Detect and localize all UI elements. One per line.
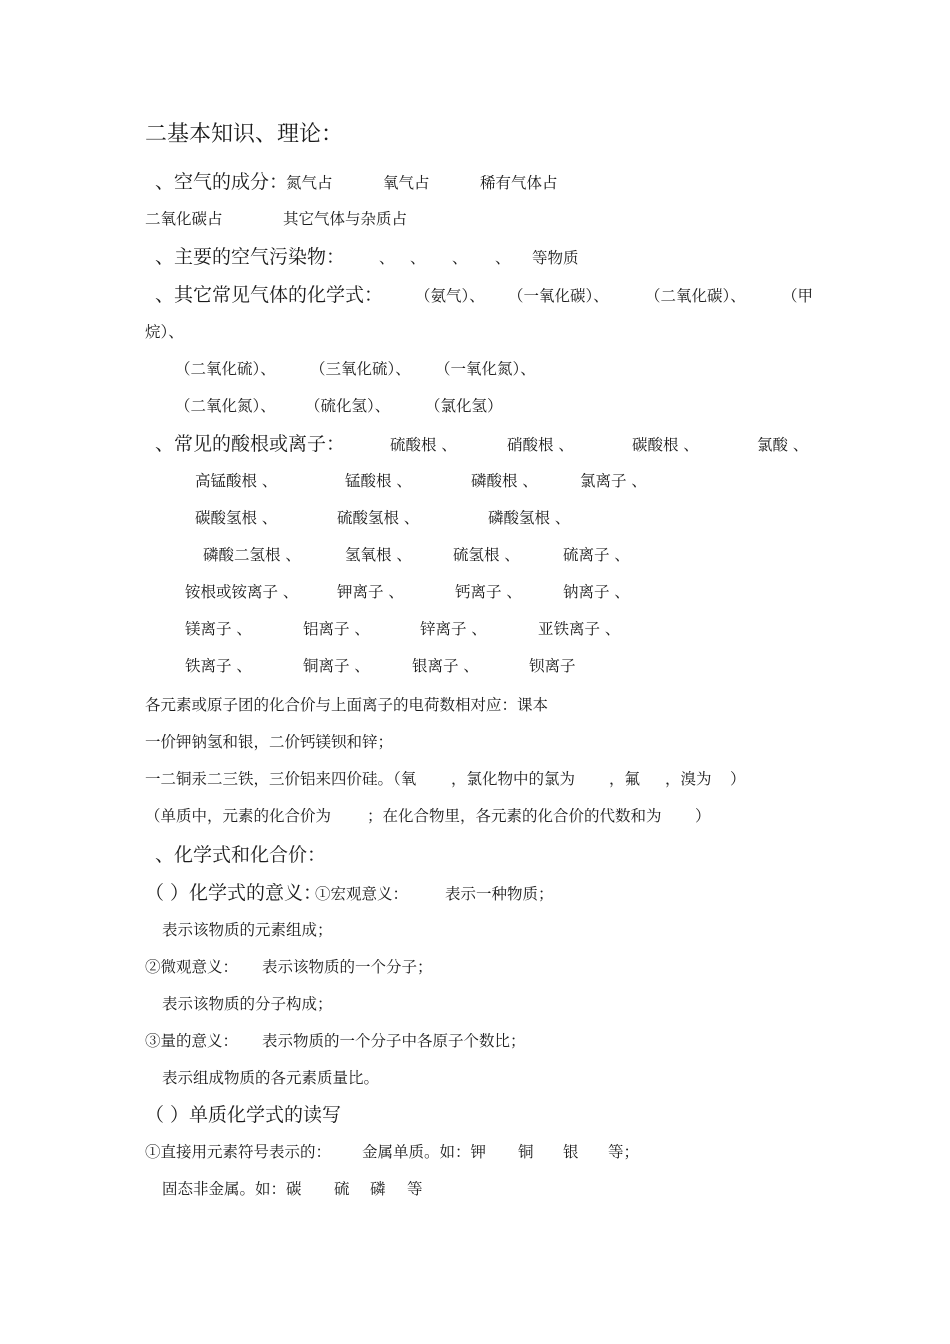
ion-item: 锌离子 、 <box>420 620 487 638</box>
valence-segment: 一二铜汞二三铁，三价铝来四价硅。（氧 <box>145 770 417 788</box>
valence-segment: ；在化合物里，各元素的化合价的代数和为 <box>367 807 662 825</box>
separator: 、 <box>495 249 511 267</box>
separator: 、 <box>379 249 395 267</box>
quant-meaning: 表示组成物质的各元素质量比。 <box>162 1069 380 1087</box>
ion-item: 氯离子 、 <box>580 472 647 490</box>
ions-label: 、常见的酸根或离子： <box>155 433 346 455</box>
ions-row-2 <box>195 474 695 496</box>
valence-segment: ，氯化物中的氯为 <box>451 770 576 788</box>
ion-item: 氯酸 、 <box>757 436 809 454</box>
gases-row-2 <box>175 362 675 384</box>
ion-item: 钡离子 <box>529 657 576 675</box>
metal-text: 铜 <box>518 1143 534 1161</box>
gas-item: （一氧化碳）、 <box>508 287 609 305</box>
ion-item: 磷酸氢根 、 <box>488 509 571 527</box>
direct-label: ①直接用元素符号表示的： <box>145 1143 332 1161</box>
gas-item: 烷）、 <box>145 323 184 341</box>
gas-item: （二氧化碳）、 <box>645 287 746 305</box>
air-composition-line <box>155 173 855 197</box>
simple-substance-label: （ ）单质化学式的读写 <box>145 1104 342 1126</box>
air-item: 氧气占 <box>383 174 430 192</box>
ion-item: 磷酸二氢根 、 <box>203 546 301 564</box>
ion-item: 钾离子 、 <box>337 583 404 601</box>
gas-item: （甲 <box>782 287 814 305</box>
ion-item: 硫离子 、 <box>563 546 630 564</box>
valence-line-3 <box>145 772 765 794</box>
ion-item: 硫氢根 、 <box>453 546 520 564</box>
ion-item: 硝酸根 、 <box>507 436 574 454</box>
micro-line <box>145 960 645 982</box>
micro-label: ②微观意义： <box>145 958 239 976</box>
metal-text: 等； <box>608 1143 640 1161</box>
air-item: 二氧化碳占 <box>145 210 223 228</box>
ion-item: 钠离子 、 <box>563 583 630 601</box>
ions-row-5 <box>185 585 685 607</box>
metal-text: 金属单质。如：钾 <box>362 1143 487 1161</box>
ion-item: 锰酸根 、 <box>345 472 412 490</box>
ion-item: 硫酸氢根 、 <box>337 509 420 527</box>
gas-item: （二氧化氮）、 <box>175 397 276 415</box>
valence-line-4 <box>145 809 745 831</box>
nonmetal-text: 磷 <box>370 1180 386 1198</box>
valence-line-1: 各元素或原子团的化合价与上面离子的电荷数相对应：课本 <box>145 696 549 714</box>
ion-item: 铜离子 、 <box>303 657 370 675</box>
ion-item: 铝离子 、 <box>303 620 370 638</box>
valence-line-2: 一价钾钠氢和银，二价钙镁钡和锌； <box>145 733 394 751</box>
valence-segment: ） <box>730 770 746 788</box>
micro-meaning: 表示该物质的一个分子； <box>262 958 433 976</box>
ions-row-6 <box>185 622 685 644</box>
ion-item: 高锰酸根 、 <box>195 472 278 490</box>
ion-item: 氢氧根 、 <box>345 546 412 564</box>
gas-item: （氯化氢） <box>425 397 503 415</box>
ion-item: 碳酸氢根 、 <box>195 509 278 527</box>
metal-line <box>145 1145 695 1167</box>
macro-meaning: 表示该物质的元素组成； <box>162 921 333 939</box>
macro-label: ①宏观意义： <box>315 885 409 903</box>
ion-item: 银离子 、 <box>412 657 479 675</box>
air-composition-line-2 <box>145 212 545 234</box>
ion-item: 铵根或铵离子 、 <box>185 583 299 601</box>
pollutants-line <box>155 248 855 272</box>
gases-label: 、其它常见气体的化学式： <box>155 284 384 306</box>
ion-item: 镁离子 、 <box>185 620 252 638</box>
air-item: 其它气体与杂质占 <box>283 210 408 228</box>
separator: 、 <box>452 249 468 267</box>
air-item: 氮气占 <box>286 174 333 192</box>
air-label: 、空气的成分： <box>155 171 289 193</box>
gases-row-3 <box>175 399 675 421</box>
micro-meaning: 表示该物质的分子构成； <box>162 995 333 1013</box>
gas-item: （硫化氢）、 <box>305 397 391 415</box>
valence-segment: （单质中，元素的化合价为 <box>145 807 332 825</box>
ions-line <box>155 435 855 459</box>
quant-meaning: 表示物质的一个分子中各原子个数比； <box>262 1032 526 1050</box>
ions-row-4 <box>203 548 703 570</box>
pollutants-tail: 等物质 <box>532 249 579 267</box>
formula-meaning-label: （ ）化学式的意义： <box>145 882 323 904</box>
gas-item: （一氧化氮）、 <box>435 360 536 378</box>
gas-item: （氨气）、 <box>415 287 485 305</box>
valence-segment: ） <box>695 807 711 825</box>
quant-line <box>145 1034 645 1056</box>
quant-label: ③量的意义： <box>145 1032 239 1050</box>
pollutants-label: 、主要的空气污染物： <box>155 246 346 268</box>
ions-row-7 <box>185 659 685 681</box>
macro-meaning: 表示一种物质； <box>445 885 554 903</box>
gas-item: （二氧化硫）、 <box>175 360 276 378</box>
ion-item: 铁离子 、 <box>185 657 252 675</box>
ion-item: 磷酸根 、 <box>471 472 538 490</box>
nonmetal-line <box>162 1182 562 1204</box>
nonmetal-text: 等 <box>407 1180 423 1198</box>
ion-item: 钙离子 、 <box>455 583 522 601</box>
valence-segment: ，溴为 <box>665 770 712 788</box>
formula-meaning-line <box>145 884 745 908</box>
ions-row-3 <box>195 511 695 533</box>
separator: 、 <box>410 249 426 267</box>
metal-text: 银 <box>563 1143 579 1161</box>
formula-section-label: 、化学式和化合价： <box>155 844 327 866</box>
ion-item: 亚铁离子 、 <box>538 620 621 638</box>
gas-item: （三氧化硫）、 <box>310 360 411 378</box>
nonmetal-text: 固态非金属。如：碳 <box>162 1180 302 1198</box>
gases-line <box>155 286 855 310</box>
valence-segment: ，氟 <box>609 770 641 788</box>
page-title: 二基本知识、理论： <box>145 122 344 147</box>
ion-item: 硫酸根 、 <box>390 436 457 454</box>
air-item: 稀有气体占 <box>480 174 558 192</box>
ion-item: 碳酸根 、 <box>632 436 699 454</box>
nonmetal-text: 硫 <box>334 1180 350 1198</box>
